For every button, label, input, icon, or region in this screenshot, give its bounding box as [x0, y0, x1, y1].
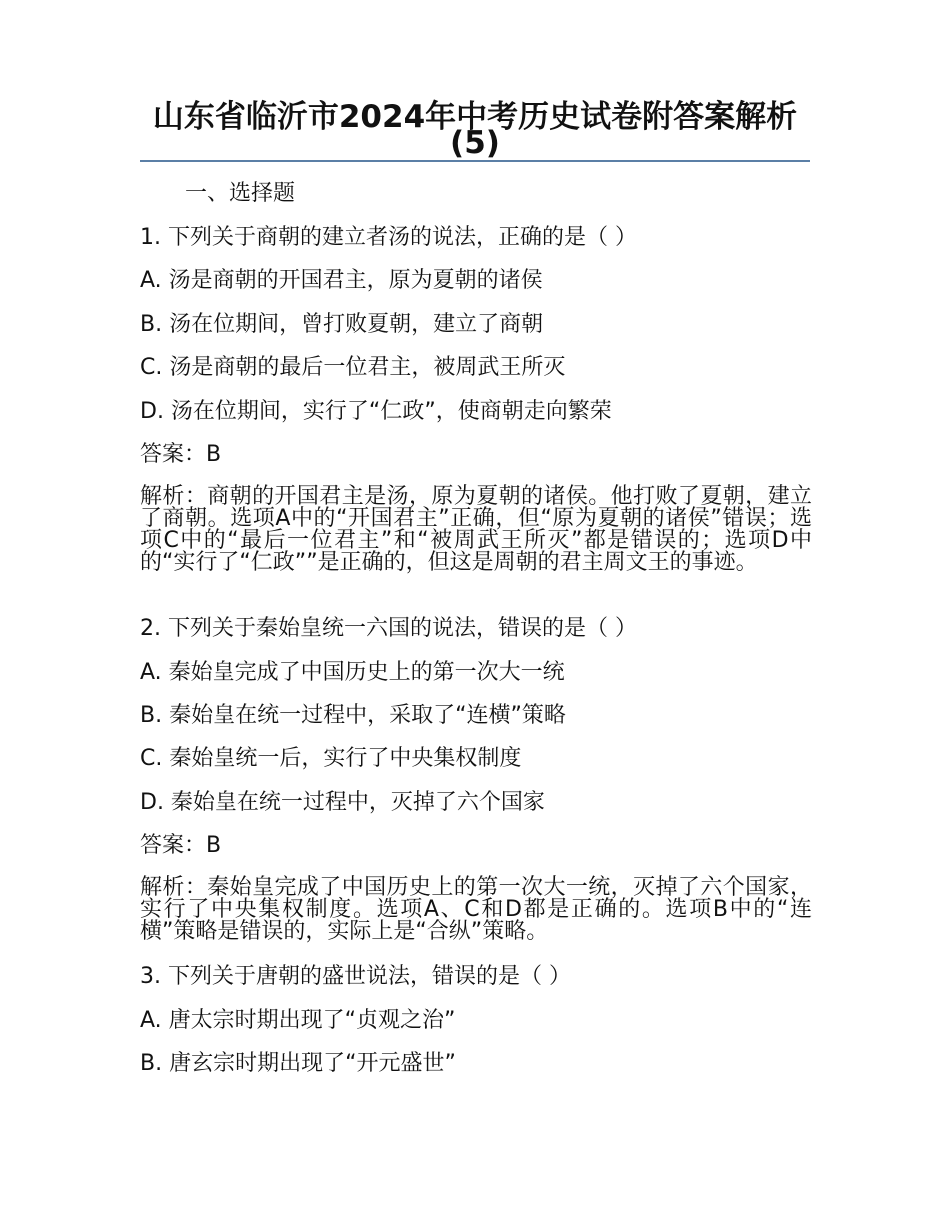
question-2-option-c: C. 秦始皇统一后，实行了中央集权制度	[140, 746, 522, 771]
document-title: 山东省临沂市2024年中考历史试卷附答案解析(5)	[152, 99, 798, 161]
question-2-explanation: 解析：秦始皇完成了中国历史上的第一次大一统，灭掉了六个国家，实行了中央集权制度。选项A、C和D都是正确的。选项B中的“连横”策略是错误的，实际上是“合纵”策略。	[140, 875, 812, 944]
question-1-answer: 答案：B	[140, 442, 222, 467]
question-2-stem: 2. 下列关于秦始皇统一六国的说法，错误的是（ ）	[140, 616, 637, 641]
question-1-option-b: B. 汤在位期间，曾打败夏朝，建立了商朝	[140, 312, 544, 337]
title-underline	[140, 160, 810, 162]
question-1-explanation: 解析：商朝的开国君主是汤，原为夏朝的诸侯。他打败了夏朝，建立了商朝。选项A中的“开国君主”正确，但“原为夏朝的诸侯”错误；选项C中的“最后一位君主”和“被周武王所灭”都是错误的；选项D中的“实行了“仁政””是正确的，但这是周朝的君主周文王的事迹。	[140, 484, 812, 575]
question-2-option-b: B. 秦始皇在统一过程中，采取了“连横”策略	[140, 703, 566, 728]
question-1-option-a: A. 汤是商朝的开国君主，原为夏朝的诸侯	[140, 268, 543, 293]
question-2-answer: 答案：B	[140, 833, 222, 858]
question-2-option-d: D. 秦始皇在统一过程中，灭掉了六个国家	[140, 790, 545, 815]
question-2-option-a: A. 秦始皇完成了中国历史上的第一次大一统	[140, 660, 565, 685]
question-1-stem: 1. 下列关于商朝的建立者汤的说法，正确的是（ ）	[140, 225, 637, 250]
question-3-option-a: A. 唐太宗时期出现了“贞观之治”	[140, 1008, 456, 1033]
section-heading: 一、选择题	[185, 181, 296, 206]
question-1-option-d: D. 汤在位期间，实行了“仁政”，使商朝走向繁荣	[140, 399, 612, 424]
question-3-option-b: B. 唐玄宗时期出现了“开元盛世”	[140, 1051, 456, 1076]
question-3-stem: 3. 下列关于唐朝的盛世说法，错误的是（ ）	[140, 964, 571, 989]
question-1-option-c: C. 汤是商朝的最后一位君主，被周武王所灭	[140, 355, 566, 380]
